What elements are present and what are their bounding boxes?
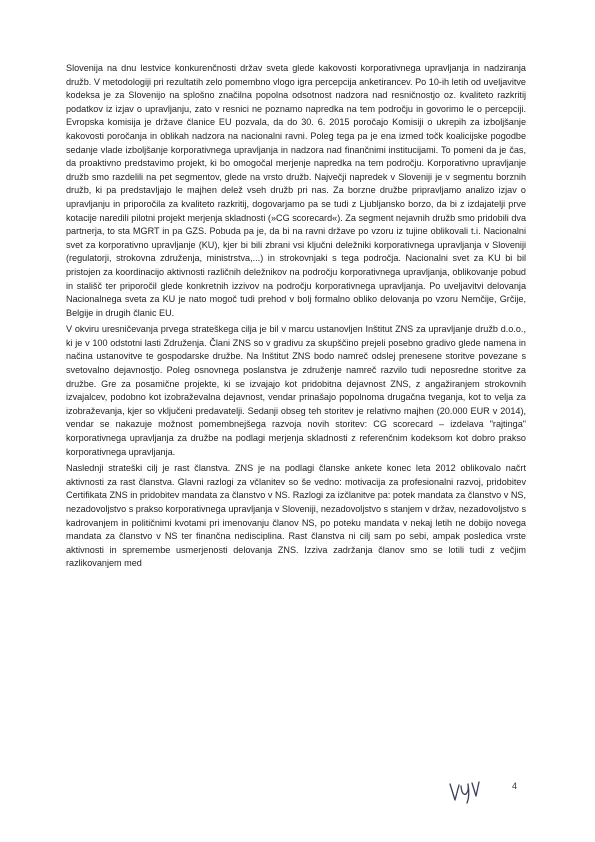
handwritten-signature (448, 776, 482, 804)
paragraph-membership-growth: Naslednji strateški cilj je rast članstva. ZNS je na podlagi članske ankete konec leta 2012 oblikovalo načrt aktivnosti za rast članstva. Glavni razlogi za včlanitev so še vedno: motivacija za profesionalni razvoj, pridobitev Certifikata ZNS in pridobitev mandata za članstvo v NS. Razlogi za izčlanitve pa: potek mandata za članstvo v NS, nezadovoljstvo s prakso korporativnega upravljanja v Sloveniji, nezadovoljstvo s stanjem v držav, nezadovoljstvo s kadrovanjem in političnimi kvotami pri imenovanju članov NS, po poteku mandata v nekaj letih ne dobijo novega mandata za članstvo v NS ter finančna nedisciplina. Rast članstva ni cilj sam po sebi, ampak posledica vrste aktivnosti in spremembe usmerjenosti delovanja ZNS. Izziva zadržanja članov smo se lotili tudi z večjim razlikovanjem med (66, 463, 526, 569)
text-body (66, 62, 526, 574)
paragraph-corporate-governance: Slovenija na dnu lestvice konkurenčnosti držav sveta glede kakovosti korporativnega upravljanja in nadziranja družb. V metodologiji pri rezultatih zelo pomembno vlogo igra percepcija anketirancev. Po 10-ih letih od uveljavitve kodeksa je za Slovenijo na splošno značilna popolna odsotnost nadzora nad resničnostjo oz. kvaliteto razkritij podatkov iz izjav o upravljanju, zato v resnici ne poznamo napredka na tem področju in govorimo le o percepciji. Evropska komisija je države članice EU pozvala, da do 30. 6. 2015 poročajo Komisiji o ukrepih za izboljšanje kakovosti poročanja in oblikah nadzora na nacionalni ravni. Poleg tega pa je ena izmed točk koalicijske pogodbe sedanje vlade izboljšanje korporativnega upravljanja in nadzora nad finančnimi institucijami. To pomeni da je čas, da proaktivno predstavimo projekt, ki bo omogočal merjenje napredka na tem področju. Korporativno upravljanje družb smo razdelili na pet segmentov, glede na vrsto družb. Največji napredek v Sloveniji je v segmentu borznih družb, ki pa predstavljajo le majhen delež vseh družb pri nas. Za borzne družbe pripravljamo analizo izjav o upravljanju in priporočila za kvaliteto razkritij, dogovarjamo pa se tudi z Ljubljansko borzo, da bi z izdajatelji prve kotacije naredili pilotni projekt merjenja skladnosti (»CG scorecard«). Za segment nejavnih družb smo pridobili dva partnerja, to sta MGRT in pa GZS. Pobuda pa je, da bi na ravni države po vzoru iz tujine oblikovali t.i. Nacionalni svet za korporativno upravljanje (KU), kjer bi bili zbrani vsi ključni deležniki korporativnega upravljanja v Sloveniji (regulatorji, strokovna združenja, ministrstva,...) in strokovnjaki s tega področja. Nacionalni svet za KU bi bil pristojen za koordinacijo aktivnosti različnih deležnikov na področju korporativnega upravljanja, oblikovanje pobud in stališč ter priporočil glede konkretnih izzivov na področju korporativnega upravljanja. Po uveljavitvi delovanja Nacionalnega sveta za KU je nato mogoč tudi prehod v bolj formalno obliko delovanja po vzoru Nemčije, Grčije, Belgije in drugih članic EU. (66, 63, 526, 318)
page-number: 4 (512, 781, 518, 791)
paragraph-institute-zns: V okviru uresničevanja prvega strateškega cilja je bil v marcu ustanovljen Inštitut ZNS za upravljanje družb d.o.o., ki je v 100 odstotni lasti Združenja. Člani ZNS so v gradivu za skupščino prejeli posebno gradivo glede namena in načina ustanovitve te gospodarske družbe. Na Inštitut ZNS bodo namreč odslej prenesene storitve povezane s svetovalno dejavnostjo. Poleg osnovnega poslanstva je združenje namreč razvilo tudi neposredne storitve za družbe. Gre za posamične projekte, ki se izvajajo kot pridobitna dejavnost ZNS, z angažiranjem strokovnih izvajalcev, podobno kot izobraževalna dejavnost, vendar prinašajo popolnoma drugačna tveganja, kot to velja za izobraževanja, kjer so vključeni predavatelji. Sedanji obseg teh storitev je relativno majhen (20.000 EUR v 2014), vendar se nakazuje možnost pomembnejšega razvoja novih storitev: CG scorecard – izdelava "rajtinga" korporativnega upravljanja za družbe na podlagi merjenja skladnosti z referenčnim kodeksom kot dobro prakso korporativnega upravljanja. (66, 324, 526, 457)
